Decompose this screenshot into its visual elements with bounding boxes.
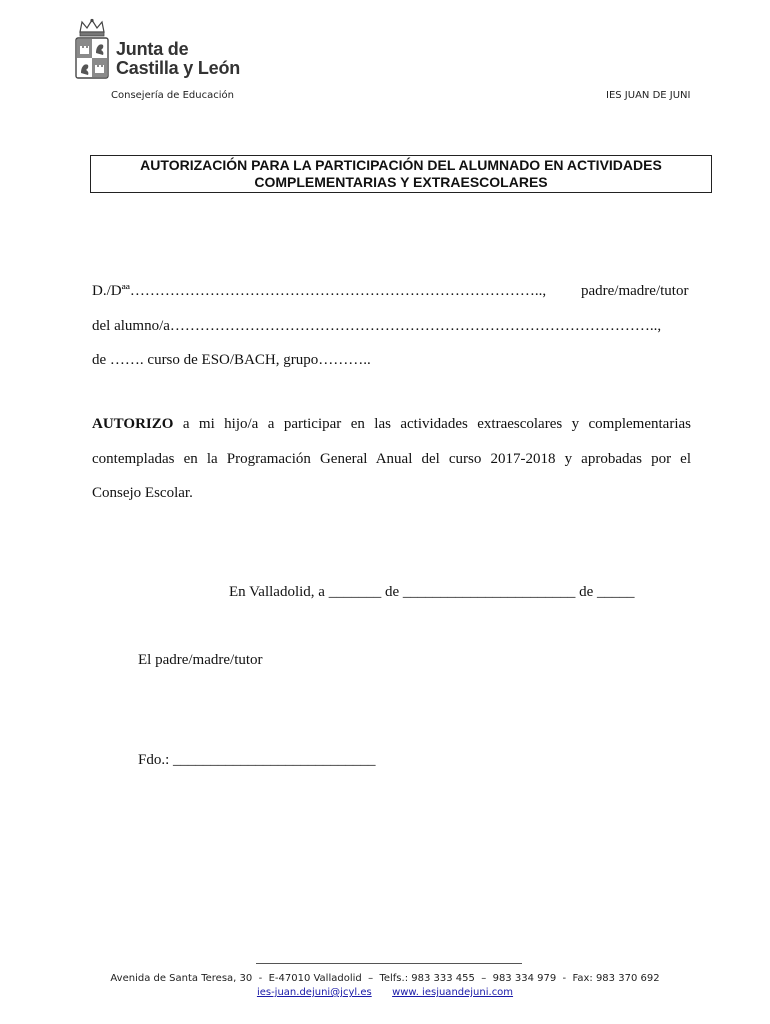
footer-divider [256,963,522,964]
guardian-name-field[interactable]: D./Dªª……………………………………………………………………….., [92,283,547,299]
signature-field[interactable]: Fdo.: ___________________________ [138,752,376,768]
authorization-line-2: contempladas en la Programación General Anual del curso 2017-2018 y aprobadas por el [92,451,691,467]
school-name: IES JUAN DE JUNI [606,90,691,101]
signer-role-label: El padre/madre/tutor [138,652,263,668]
logo-line-1: Junta de [116,39,189,59]
authorization-keyword: AUTORIZO [92,416,174,432]
guardian-role-label: padre/madre/tutor [581,283,689,299]
footer-address: Avenida de Santa Teresa, 30 - E-47010 Valladolid – Telfs.: 983 333 455 – 983 334 979 - Fax: 983 370 692 [110,973,660,984]
logo-line-2: Castilla y León [116,58,241,78]
title-line-1: AUTORIZACIÓN PARA LA PARTICIPACIÓN DEL ALUMNADO EN ACTIVIDADES [140,157,662,173]
authorization-line-1-text: a mi hijo/a a participar en las actividades extraescolares y complementarias [173,416,691,432]
footer-links [0,987,770,998]
footer-email-link[interactable]: ies-juan.dejuni@jcyl.es [256,987,372,998]
department-name: Consejería de Educación [111,90,234,101]
coat-of-arms-logo-icon [74,18,110,80]
logo-wordmark [116,40,240,78]
student-name-field[interactable]: del alumno/a…………………………………………………………………………………….., [92,318,662,334]
authorization-line-3: Consejo Escolar. [92,485,193,501]
course-group-field[interactable]: de ……. curso de ESO/BACH, grupo……….. [92,352,371,368]
document-title-box [90,155,712,193]
document-title [140,157,662,191]
authorization-line-1 [92,416,691,433]
footer-website-link[interactable]: www. iesjuandejuni.com [392,987,514,998]
title-line-2: COMPLEMENTARIAS Y EXTRAESCOLARES [254,174,548,190]
place-date-line[interactable]: En Valladolid, a _______ de _______________________ de _____ [229,584,635,600]
